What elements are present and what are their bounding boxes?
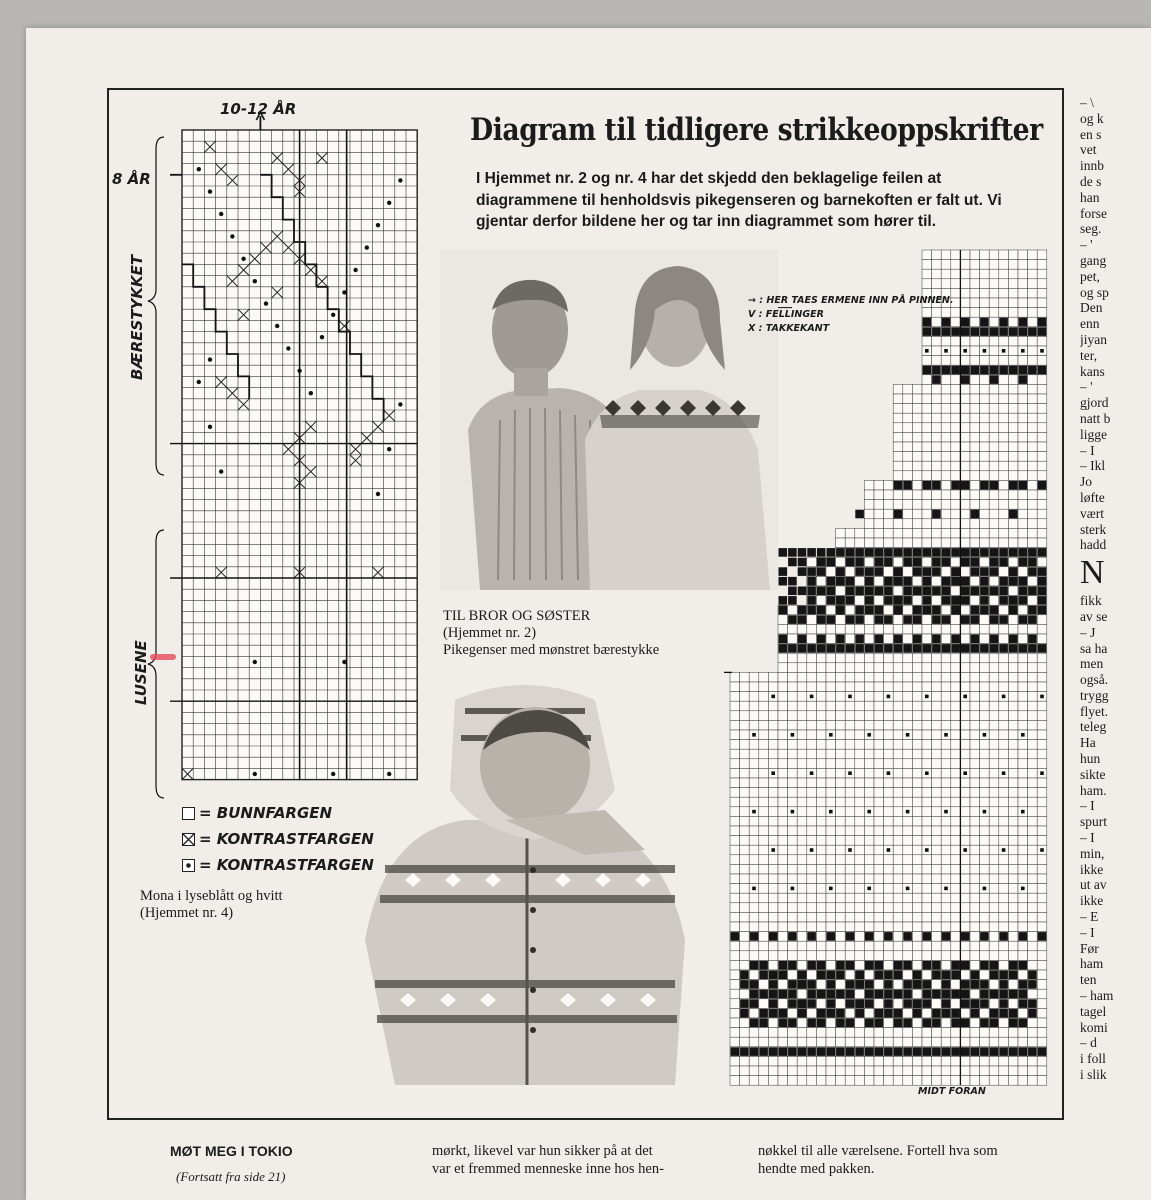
legend-row: = BUNNFARGEN xyxy=(182,800,374,826)
column-line: enn xyxy=(1080,316,1100,332)
sweater-knitting-chart xyxy=(730,250,1050,1100)
column-line: vært xyxy=(1080,505,1105,521)
article-title: Diagram til tidligere strikkeoppskrifter xyxy=(470,112,1043,148)
column-line: i foll xyxy=(1080,1051,1106,1067)
column-line: – ' xyxy=(1080,379,1093,395)
column-line: Jo xyxy=(1080,474,1093,490)
column-line: teleg xyxy=(1080,719,1107,735)
dot-square-icon xyxy=(182,859,195,872)
column-line: flyet. xyxy=(1080,703,1109,719)
column-line: ligge xyxy=(1080,426,1107,442)
mid-front-label: MIDT FORAN xyxy=(918,1086,986,1097)
footer-heading: MØT MEG I TOKIO xyxy=(170,1143,293,1159)
column-line: vet xyxy=(1080,142,1097,158)
column-line: min, xyxy=(1080,845,1105,861)
intro-paragraph: I Hjemmet nr. 2 og nr. 4 har det skjedd den beklagelige feilen at diagrammene til henholdsvis pikegenseren og barnekoften er falt ut. Vi gjentar derfor bildene her og tar inn diagrammet som hører til. xyxy=(476,170,1002,230)
column-line: – E xyxy=(1080,909,1099,925)
column-line: – ham xyxy=(1080,988,1114,1004)
column-line: pet, xyxy=(1080,268,1100,284)
column-line: – I xyxy=(1080,798,1095,814)
column-line: ut av xyxy=(1080,877,1107,893)
column-line: – I xyxy=(1080,442,1095,458)
blank-square-icon xyxy=(182,807,195,820)
label-8: 8 ÅR xyxy=(112,170,151,188)
column-line: i slik xyxy=(1080,1067,1107,1083)
cross-square-icon xyxy=(182,833,195,846)
legend-row: = KONTRASTFARGEN xyxy=(182,852,374,878)
chart-key: → : HER TAES ERMENE INN PÅ PINNEN. V : FELLINGER X : TAKKEKANT xyxy=(748,295,954,334)
column-line: – J xyxy=(1080,624,1096,640)
siblings-caption: TIL BROR OG SØSTER (Hjemmet nr. 2) Pikegenser med mønstret bærestykke xyxy=(443,608,660,658)
column-line: jiyan xyxy=(1080,331,1107,347)
column-line: Den xyxy=(1080,300,1103,316)
cardigan-child-photo xyxy=(355,680,695,1085)
column-line: sikte xyxy=(1080,766,1106,782)
column-line: men xyxy=(1080,656,1104,672)
column-line: – Ikl xyxy=(1080,458,1106,474)
column-line: en s xyxy=(1080,126,1102,142)
column-line: også. xyxy=(1080,672,1109,688)
column-line: natt b xyxy=(1080,410,1111,426)
legend-row: = KONTRASTFARGEN xyxy=(182,826,374,852)
siblings-photo xyxy=(440,250,778,590)
label-10-12: 10-12 ÅR xyxy=(220,100,297,118)
label-yoke: BÆRESTYKKET xyxy=(128,254,146,380)
column-line: og sp xyxy=(1080,284,1109,300)
column-line: innb xyxy=(1080,158,1105,174)
red-ink-mark xyxy=(150,654,176,660)
column-line: ham. xyxy=(1080,782,1107,798)
column-line: – d xyxy=(1080,1035,1097,1051)
column-line: løfte xyxy=(1080,489,1105,505)
column-line: kans xyxy=(1080,363,1105,379)
column-line: tagel xyxy=(1080,1003,1107,1019)
column-line: sterk xyxy=(1080,521,1107,537)
column-line: seg. xyxy=(1080,221,1102,237)
footer-col3: nøkkel til alle værelsene. Fortell hva som hendte med pakken. xyxy=(758,1143,998,1177)
footer-col2: mørkt, likevel var hun sikker på at det var et fremmed menneske inne hos hen- xyxy=(432,1143,664,1177)
column-line: forse xyxy=(1080,205,1107,221)
column-line: gang xyxy=(1080,252,1107,268)
chart-legend xyxy=(182,800,374,878)
column-line: de s xyxy=(1080,173,1102,189)
column-line: og k xyxy=(1080,110,1104,126)
column-line: gjord xyxy=(1080,395,1109,411)
column-line: spurt xyxy=(1080,814,1107,830)
column-line: Ha xyxy=(1080,735,1096,751)
column-line: komi xyxy=(1080,1019,1108,1035)
column-line: ikke xyxy=(1080,861,1104,877)
column-line: hadd xyxy=(1080,537,1107,553)
column-line: ham xyxy=(1080,956,1104,972)
footer-subheading: (Fortsatt fra side 21) xyxy=(176,1169,286,1184)
column-line: Før xyxy=(1080,940,1099,956)
column-line: han xyxy=(1080,189,1100,205)
label-lice: LUSENE xyxy=(132,640,150,705)
column-line: ter, xyxy=(1080,347,1098,363)
cardigan-caption: Mona i lyseblått og hvitt (Hjemmet nr. 4) xyxy=(140,888,283,921)
column-line: trygg xyxy=(1080,687,1109,703)
column-line: – \ xyxy=(1080,95,1094,110)
column-line: – I xyxy=(1080,924,1095,940)
column-line: – I xyxy=(1080,830,1095,846)
column-line: sa ha xyxy=(1080,640,1108,656)
column-line: ikke xyxy=(1080,893,1104,909)
column-line: N xyxy=(1080,554,1105,592)
adjacent-page-column xyxy=(1080,95,1151,1083)
column-line: ten xyxy=(1080,972,1097,988)
column-line: av se xyxy=(1080,608,1108,624)
column-line: fikk xyxy=(1080,593,1102,609)
column-line: hun xyxy=(1080,751,1101,767)
column-line: – ' xyxy=(1080,237,1093,253)
